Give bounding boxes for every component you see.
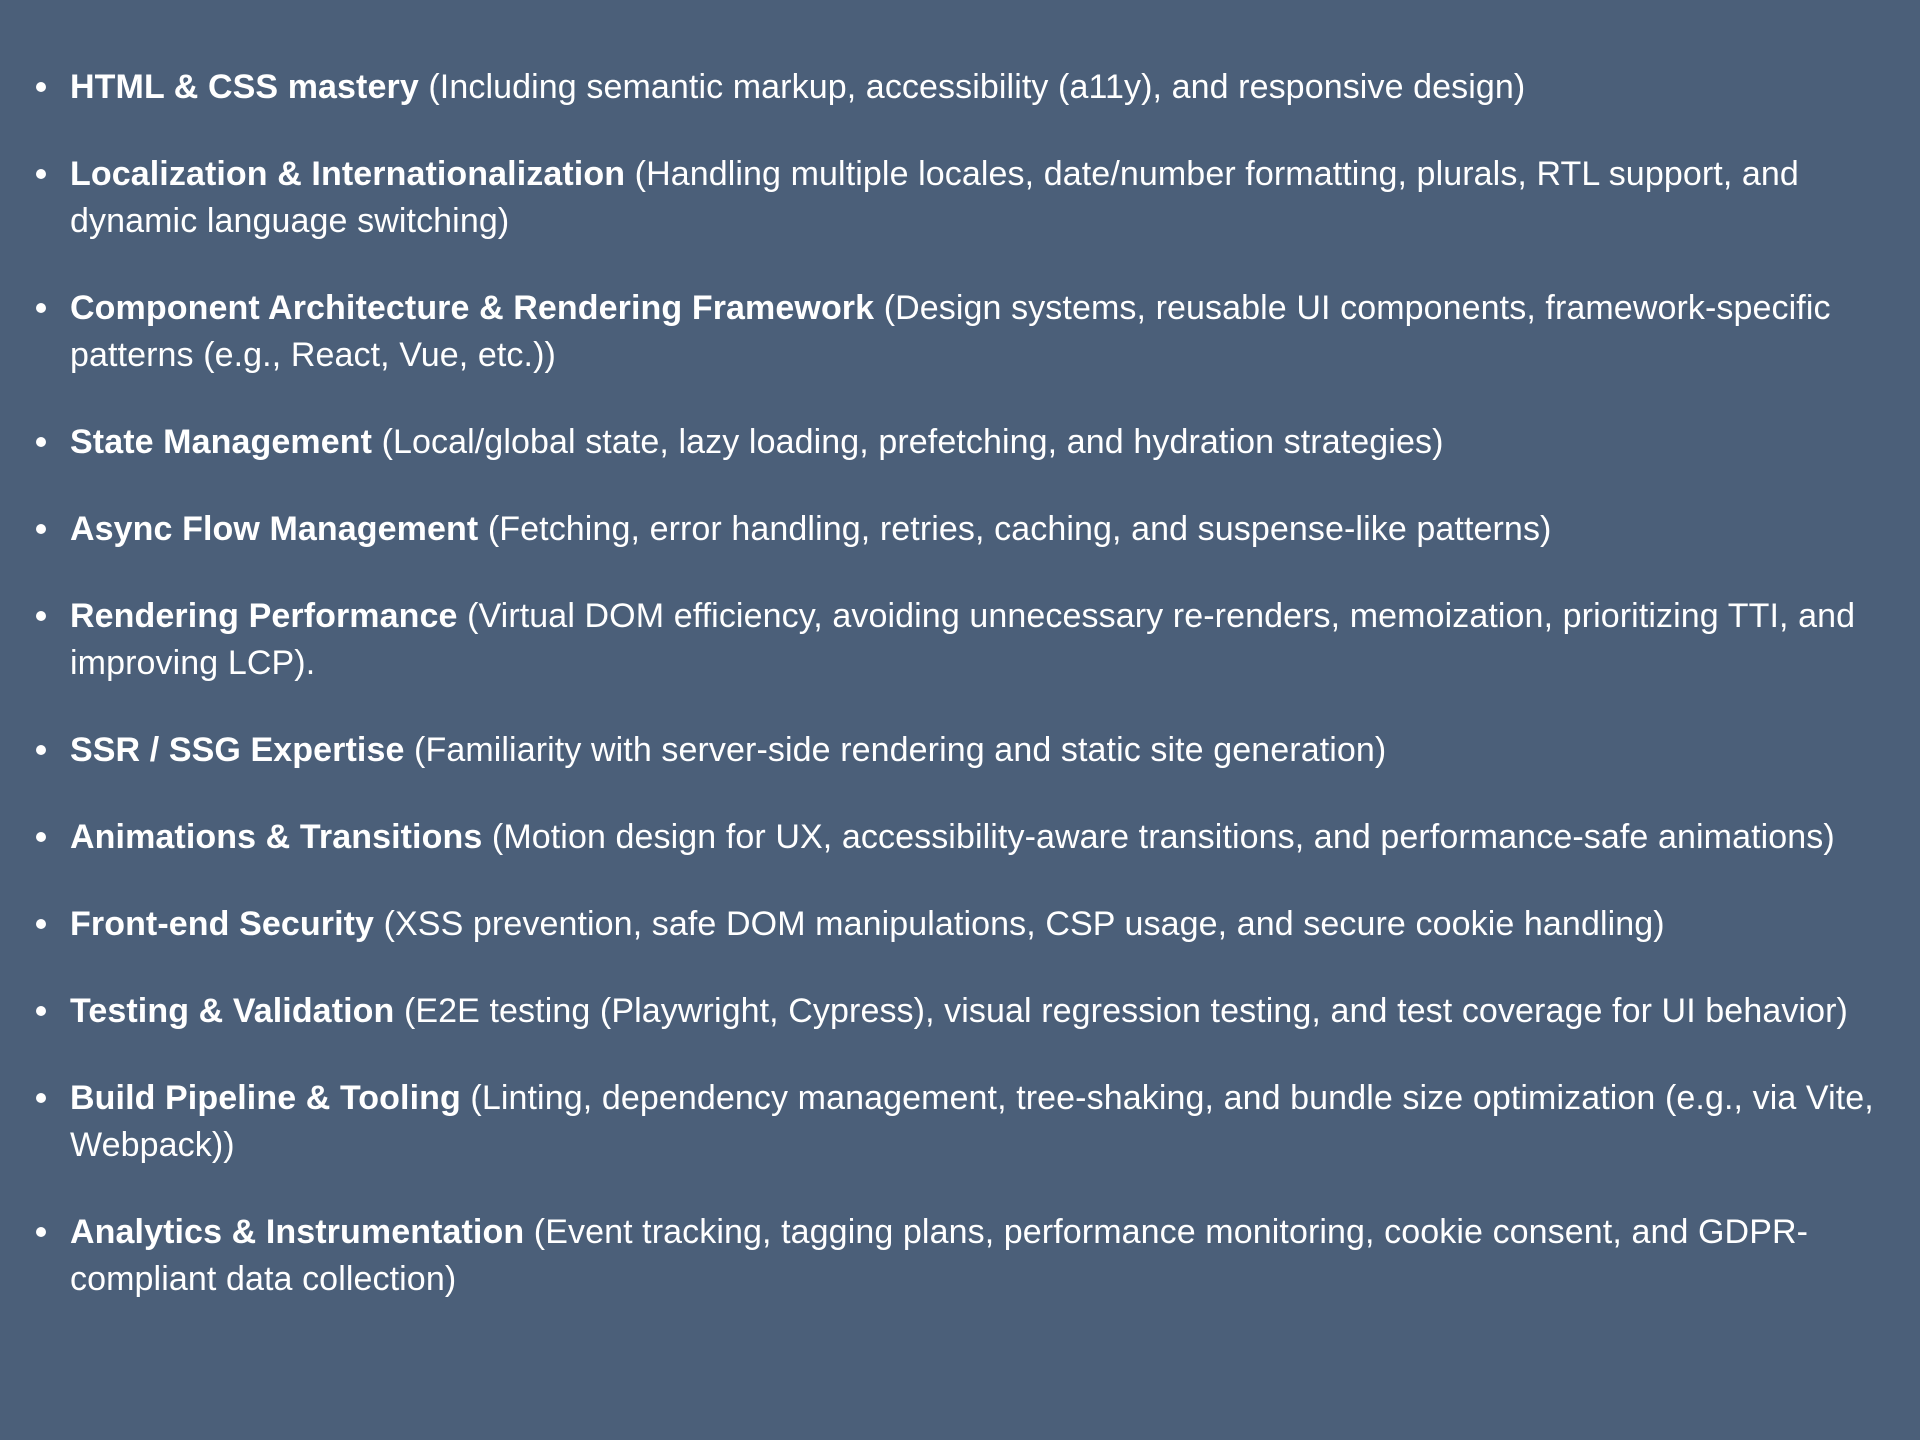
topic-description: (Including semantic markup, accessibility (a11y), and responsive design) xyxy=(428,68,1526,106)
topic-description: (Handling multiple locales, date/number formatting, plurals, RTL support, and dynamic language switching) xyxy=(70,155,1799,240)
bullet-icon xyxy=(36,611,46,621)
bullet-icon xyxy=(36,919,46,929)
topic-title: Testing & Validation xyxy=(70,992,395,1030)
topic-description: (E2E testing (Playwright, Cypress), visual regression testing, and test coverage for UI behavior) xyxy=(403,992,1848,1030)
topic-title: Async Flow Management xyxy=(70,510,479,548)
list-item xyxy=(36,988,1890,1035)
bullet-icon xyxy=(36,82,46,92)
topic-title: Analytics & Instrumentation xyxy=(70,1213,525,1251)
topic-title: Front-end Security xyxy=(70,905,375,943)
list-item xyxy=(36,593,1890,687)
topic-title: Build Pipeline & Tooling xyxy=(70,1079,461,1117)
bullet-icon xyxy=(36,169,46,179)
list-item xyxy=(36,419,1890,466)
list-item xyxy=(36,285,1890,379)
topic-title: Component Architecture & Rendering Framework xyxy=(70,289,875,327)
topic-title: HTML & CSS mastery xyxy=(70,68,419,106)
topic-description: (Familiarity with server-side rendering and static site generation) xyxy=(414,731,1387,769)
topic-title: State Management xyxy=(70,423,373,461)
bullet-icon xyxy=(36,832,46,842)
topic-description: (Fetching, error handling, retries, caching, and suspense-like patterns) xyxy=(487,510,1552,548)
list-item xyxy=(36,64,1890,111)
topic-title: Animations & Transitions xyxy=(70,818,483,856)
bullet-icon xyxy=(36,1093,46,1103)
topic-description: (Event tracking, tagging plans, performance monitoring, cookie consent, and GDPR-compliant data collection) xyxy=(70,1213,1809,1298)
bullet-icon xyxy=(36,1006,46,1016)
bullet-icon xyxy=(36,437,46,447)
list-item xyxy=(36,1075,1890,1169)
list-item xyxy=(36,814,1890,861)
list-item xyxy=(36,901,1890,948)
topic-title: SSR / SSG Expertise xyxy=(70,731,405,769)
list-item xyxy=(36,506,1890,553)
topic-title: Rendering Performance xyxy=(70,597,458,635)
bullet-icon xyxy=(36,303,46,313)
topic-list xyxy=(36,64,1890,1303)
topic-description: (Local/global state, lazy loading, prefetching, and hydration strategies) xyxy=(381,423,1444,461)
topic-description: (Design systems, reusable UI components, framework-specific patterns (e.g., React, Vue, etc.)) xyxy=(70,289,1831,374)
topic-description: (Motion design for UX, accessibility-aware transitions, and performance-safe animations) xyxy=(491,818,1835,856)
topic-description: (Virtual DOM efficiency, avoiding unnecessary re-renders, memoization, prioritizing TTI, and improving LCP). xyxy=(70,597,1856,682)
list-item xyxy=(36,1209,1890,1303)
bullet-icon xyxy=(36,1227,46,1237)
list-item xyxy=(36,727,1890,774)
bullet-icon xyxy=(36,745,46,755)
list-item xyxy=(36,151,1890,245)
topic-description: (Linting, dependency management, tree-shaking, and bundle size optimization (e.g., via Vite, Webpack)) xyxy=(70,1079,1874,1164)
topic-title: Localization & Internationalization xyxy=(70,155,626,193)
bullet-icon xyxy=(36,524,46,534)
topic-description: (XSS prevention, safe DOM manipulations, CSP usage, and secure cookie handling) xyxy=(383,905,1665,943)
